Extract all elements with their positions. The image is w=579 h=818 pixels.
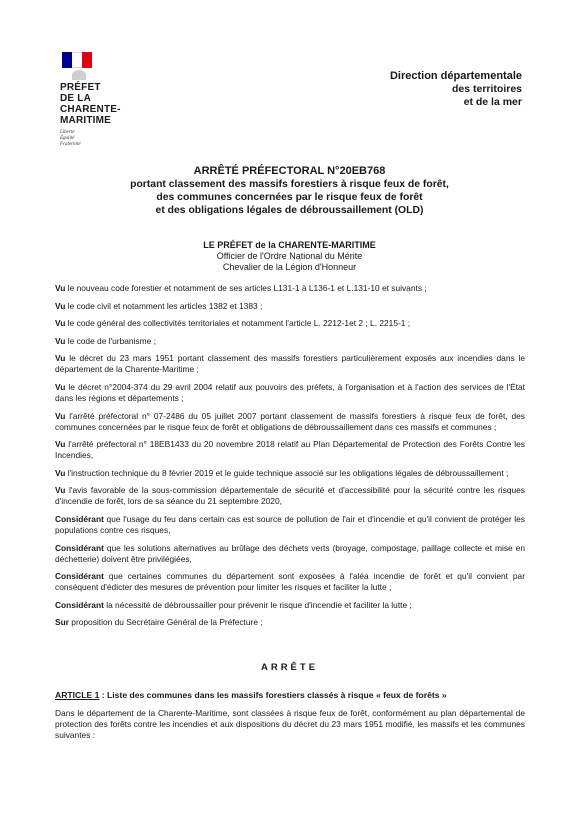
republic-motto: Liberté Égalité Fraternité bbox=[60, 130, 81, 147]
consideration-item: Vu le décret n°2004-374 du 29 avril 2004 relatif aux pouvoirs des préfets, à l'organisation et à l'action des services de l'État dans les régions et départements ; bbox=[55, 381, 525, 403]
consideration-item: Vu le code civil et notamment les articles 1382 et 1383 ; bbox=[55, 300, 263, 311]
consideration-item: Sur proposition du Secrétaire Général de la Préfecture ; bbox=[55, 617, 263, 628]
consideration-item: Considérant que certaines communes du département sont exposées à l'aléa incendie de forêt et qu'il convient par conséquent d'édicter des mesures de prévention pour limiter les risques et faciliter la lutte ; bbox=[55, 571, 525, 593]
consideration-item: Vu l'arrêté préfectoral n° 07-2486 du 05 juillet 2007 portant classement de massifs forestiers à risque feux de forêt, des communes concernées par le risque feux de forêt et obligations de débroussaillement dans ces massifs et communes ; bbox=[55, 410, 525, 432]
issuing-direction: Direction départementale des territoires et de la mer bbox=[389, 70, 522, 108]
consideration-item: Considérant la nécessité de débroussailler pour prévenir le risque d'incendie et faciliter la lutte ; bbox=[55, 599, 412, 610]
consideration-item: Vu le nouveau code forestier et notamment de ses articles L131-1 à L136-1 et L.131-10 et suivants ; bbox=[55, 283, 427, 293]
prefet-logo bbox=[60, 52, 140, 148]
considerations-list bbox=[55, 283, 525, 635]
article-1-heading: ARTICLE 1 : Liste des communes dans les massifs forestiers classés à risque « feux de forêts » bbox=[55, 690, 447, 700]
french-flag-icon bbox=[62, 52, 92, 68]
consideration-item: Vu le code de l'urbanisme ; bbox=[55, 335, 156, 346]
consideration-item: Vu l'arrêté préfectoral n° 18EB1433 du 20 novembre 2018 relatif au Plan Départemental de Protection des Forêts Contre les Incendies, bbox=[55, 439, 525, 461]
prefet-title: PRÉFET DE LA CHARENTE- MARITIME bbox=[60, 82, 121, 126]
consideration-item: Vu l'avis favorable de la sous-commission départementale de sécurité et d'accessibilité pour la sécurité contre les risques d'incendie de forêt, lors de sa séance du 21 septembre 2020, bbox=[55, 485, 525, 507]
consideration-item: Vu le décret du 23 mars 1951 portant classement des massifs forestiers particulièrement exposés aux incendies dans le département de la Charente-Maritime ; bbox=[55, 353, 525, 375]
decree-title: ARRÊTÉ PRÉFECTORAL N°20EB768 portant classement des massifs forestiers à risque feux de forêt, des communes concernées par le risque feux de forêt et des obligations légales de débroussaillement (OLD) bbox=[130, 165, 449, 216]
consideration-item: Vu l'instruction technique du 8 février 2019 et le guide technique associé sur les obligations légales de débroussaillement ; bbox=[55, 467, 509, 478]
prefect-authority: LE PRÉFET de la CHARENTE-MARITIME Officier de l'Ordre National du Mérite Chevalier de la Légion d'Honneur bbox=[203, 240, 376, 272]
article-1-text: Dans le département de la Charente-Maritime, sont classées à risque feux de forêt, conformément au plan départemental de protection des forêts contre les incendies et aux dispositions du décret du 23 mars 1951 modifié, les massifs et les communes suivantes : bbox=[55, 708, 525, 740]
consideration-item: Vu le code général des collectivités territoriales et notamment l'article L. 2212-1et 2 ; L. 2215-1 ; bbox=[55, 318, 411, 329]
consideration-item: Considérant que l'usage du feu dans certain cas est source de pollution de l'air et d'incendie et qu'il convient de protéger les populations contre ces risques, bbox=[55, 513, 525, 535]
marianne-icon bbox=[72, 70, 86, 80]
arrete-heading: ARRÊTE bbox=[260, 662, 319, 673]
consideration-item: Considérant que les solutions alternatives au brûlage des déchets verts (broyage, compostage, paillage collecte et mise en déchetterie) doivent être privilégiées, bbox=[55, 542, 525, 564]
